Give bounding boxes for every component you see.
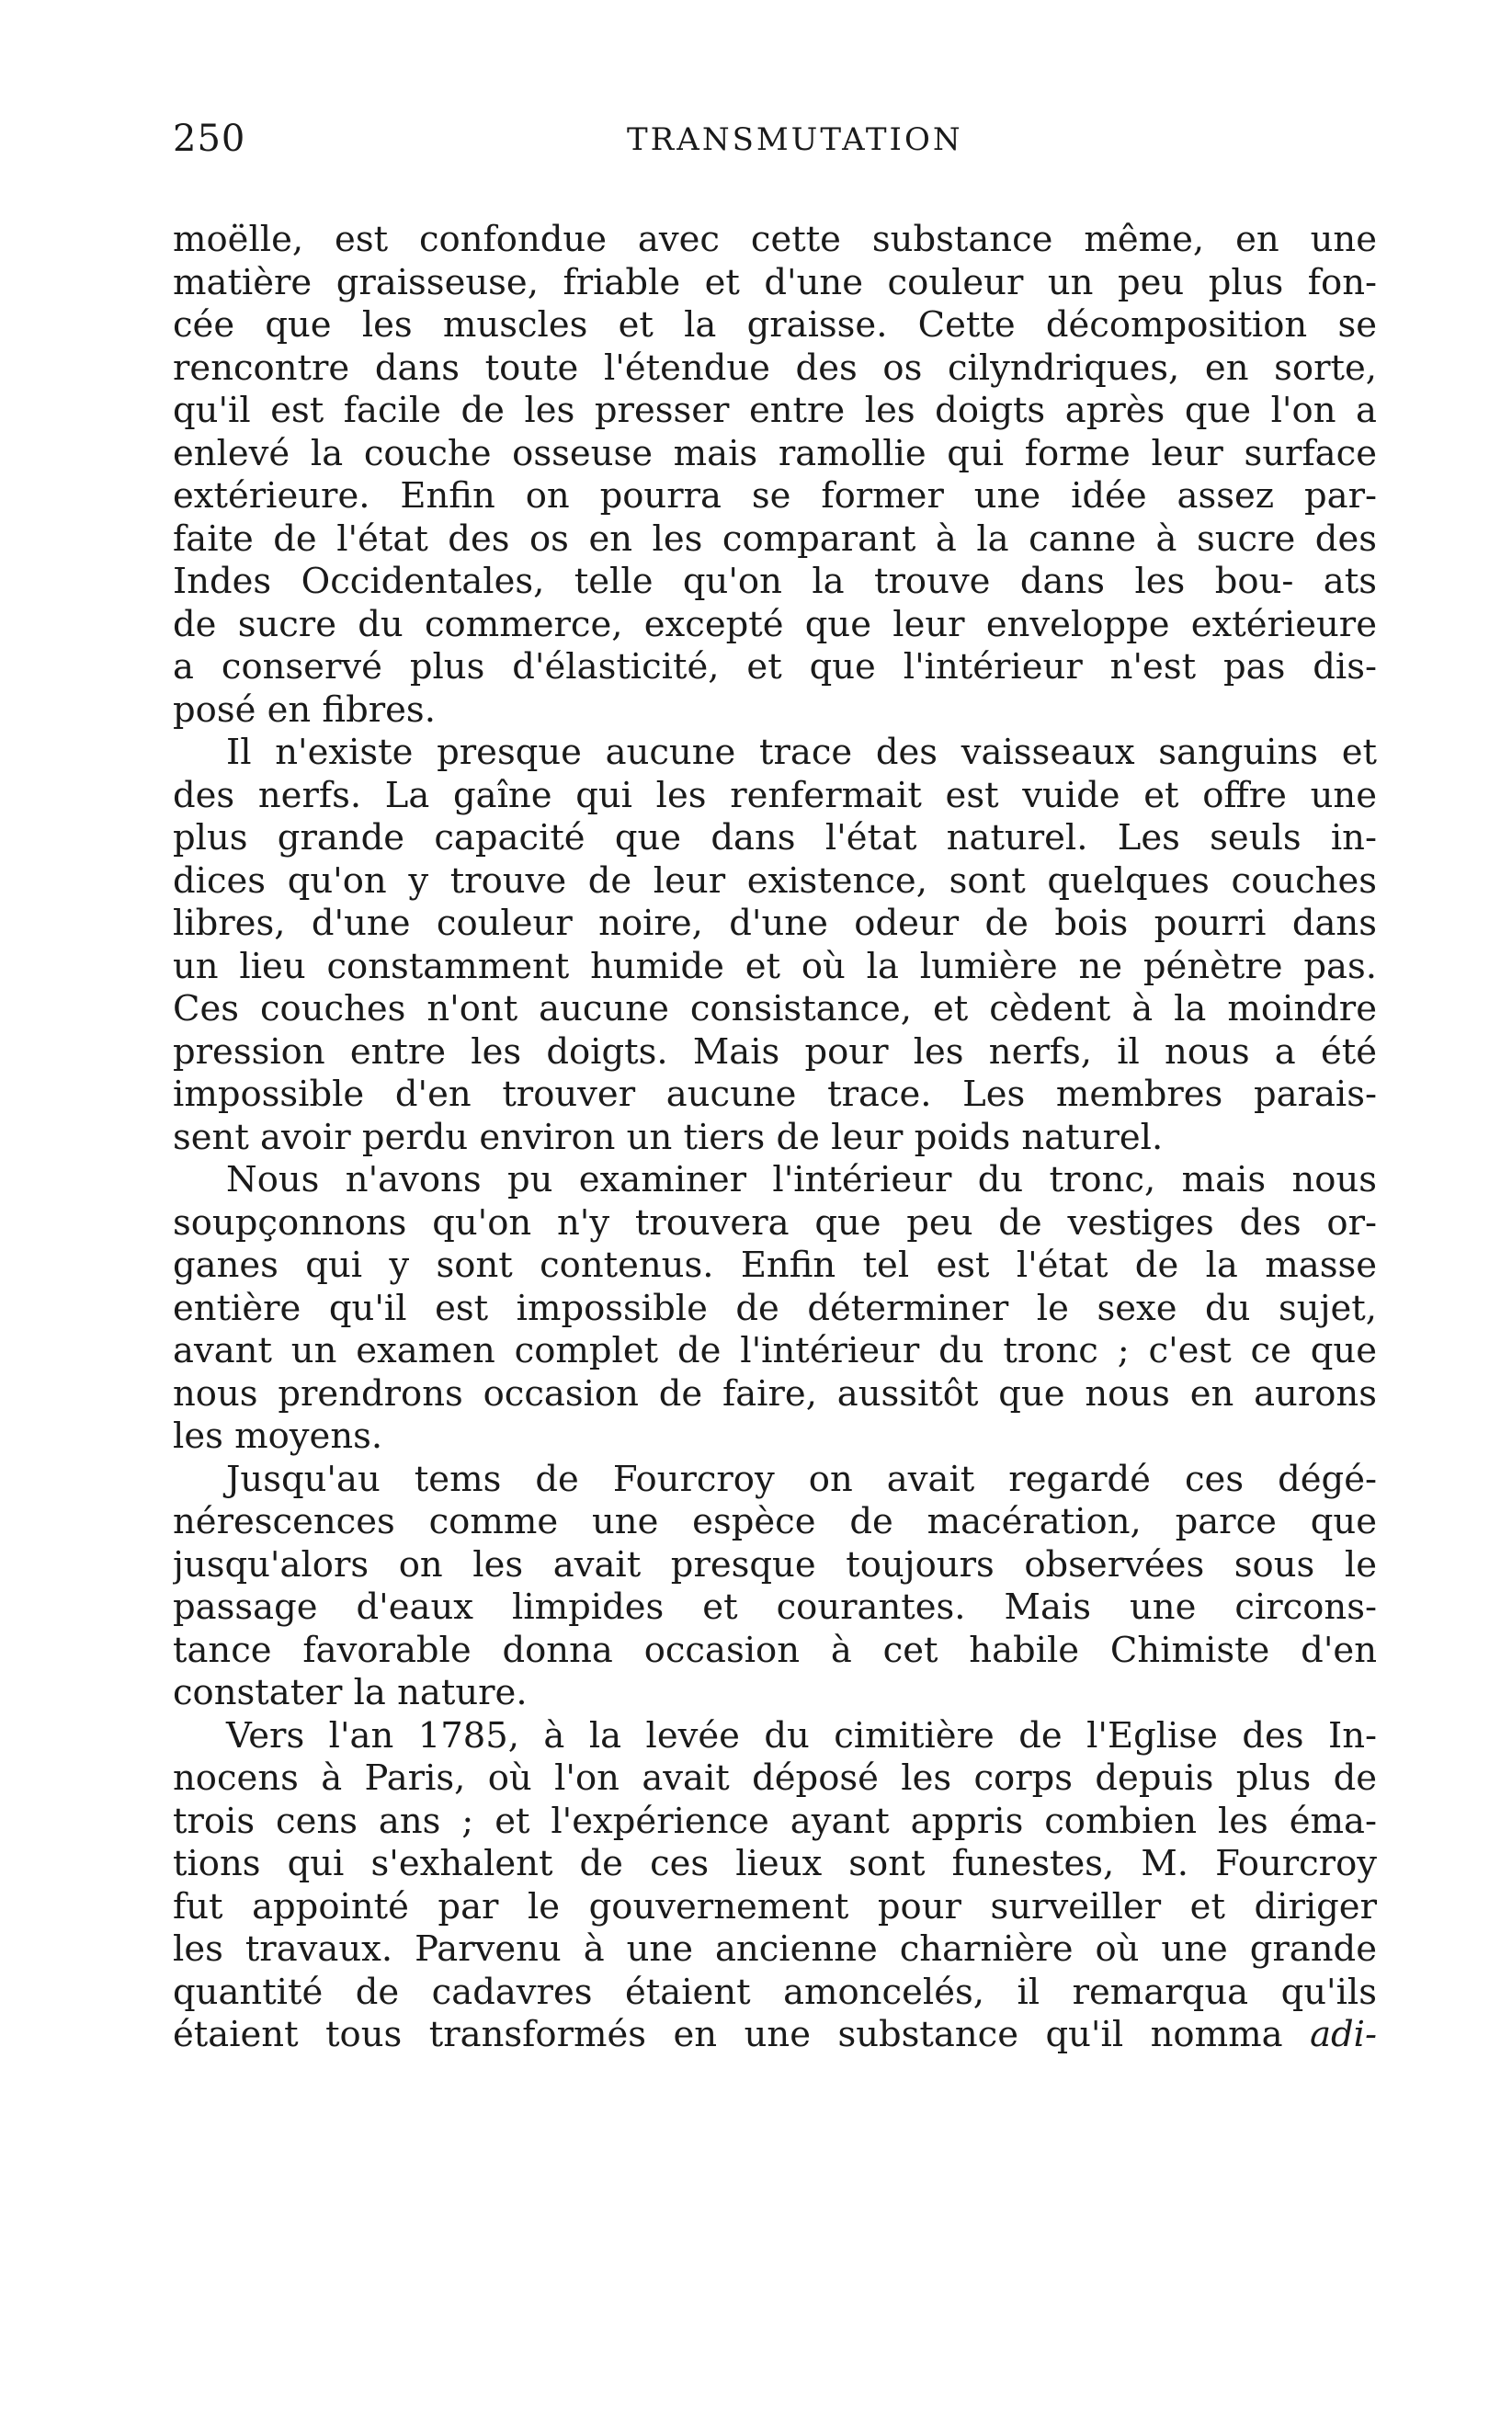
text-line: faite de l'état des os en les comparant à la canne à sucre des — [173, 517, 1377, 560]
text-line: passage d'eaux limpides et courantes. Mais une circons- — [173, 1586, 1377, 1628]
text-line: matière graisseuse, friable et d'une couleur un peu plus fon- — [173, 261, 1377, 303]
text-line: Nous n'avons pu examiner l'intérieur du tronc, mais nous — [226, 1159, 1377, 1200]
text-line: nérescences comme une espèce de macération, parce que — [173, 1501, 1377, 1542]
text-line: des nerfs. La gaîne qui les renfermait est vuide et offre une — [173, 774, 1377, 816]
text-line: cée que les muscles et la graisse. Cette décomposition se — [173, 304, 1377, 346]
text-line: ganes qui y sont contenus. Enfin tel est l'état de la masse — [173, 1245, 1377, 1286]
text-line: rencontre dans toute l'étendue des os cilyndriques, en sorte, — [173, 347, 1377, 389]
text-line: quantité de cadavres étaient amoncelés, il remarqua qu'ils — [173, 1971, 1377, 2013]
text-line: tions qui s'exhalent de ces lieux sont funestes, M. Fourcroy — [173, 1843, 1377, 1884]
text-line: de sucre du commerce, excepté que leur enveloppe extérieure — [173, 603, 1377, 645]
page-number: 250 — [173, 118, 246, 160]
text-line: pression entre les doigts. Mais pour les nerfs, il nous a été — [173, 1030, 1377, 1073]
text-line: trois cens ans ; et l'expérience ayant appris combien les éma- — [173, 1800, 1377, 1842]
text-line: soupçonnons qu'on n'y trouvera que peu de vestiges des or- — [173, 1201, 1377, 1244]
text-line-words: étaient tous transformés en une substance qu'il nomma — [173, 2014, 1283, 2055]
text-line: constater la nature. — [173, 1672, 528, 1713]
text-line: avant un examen complet de l'intérieur du tronc ; c'est ce que — [173, 1330, 1377, 1371]
text-line: enlevé la couche osseuse mais ramollie qui forme leur surface — [173, 432, 1377, 474]
text-line: Jusqu'au tems de Fourcroy on avait regardé ces dégé- — [226, 1458, 1377, 1500]
text-line: un lieu constamment humide et où la lumière ne pénètre pas. — [173, 945, 1377, 987]
text-line: impossible d'en trouver aucune trace. Les membres parais- — [173, 1074, 1377, 1115]
text-line: jusqu'alors on les avait presque toujours observées sous le — [173, 1543, 1377, 1586]
text-line: tance favorable donna occasion à cet habile Chimiste d'en — [173, 1629, 1377, 1671]
body-text — [173, 219, 1377, 2057]
text-line: moëlle, est confondue avec cette substance même, en une — [173, 219, 1377, 260]
italic-word: adi- — [1310, 2014, 1377, 2055]
text-line: qu'il est facile de les presser entre les doigts après que l'on a — [173, 390, 1377, 431]
text-line: dices qu'on y trouve de leur existence, sont quelques couches — [173, 859, 1377, 902]
text-line: fut appointé par le gouvernement pour surveiller et diriger — [173, 1885, 1377, 1927]
text-line: les moyens. — [173, 1416, 383, 1457]
text-line: les travaux. Parvenu à une ancienne charnière où une grande — [173, 1928, 1377, 1970]
text-line: extérieure. Enfin on pourra se former une idée assez par- — [173, 475, 1377, 517]
text-line: Ces couches n'ont aucune consistance, et cèdent à la moindre — [173, 988, 1377, 1029]
text-line: entière qu'il est impossible de déterminer le sexe du sujet, — [173, 1287, 1377, 1329]
text-line: posé en fibres. — [173, 688, 436, 731]
text-line: sent avoir perdu environ un tiers de leur poids naturel. — [173, 1116, 1164, 1158]
text-line — [173, 2014, 1377, 2057]
text-line: nous prendrons occasion de faire, aussitôt que nous en aurons — [173, 1372, 1377, 1415]
text-line: Vers l'an 1785, à la levée du cimitière de l'Eglise des In- — [226, 1714, 1377, 1757]
text-line: nocens à Paris, où l'on avait déposé les corps depuis plus de — [173, 1757, 1377, 1799]
text-line: Indes Occidentales, telle qu'on la trouve dans les bou- ats — [173, 561, 1377, 602]
text-line: libres, d'une couleur noire, d'une odeur de bois pourri dans — [173, 903, 1377, 944]
text-line: plus grande capacité que dans l'état naturel. Les seuls in- — [173, 817, 1377, 859]
text-line: a conservé plus d'élasticité, et que l'intérieur n'est pas dis- — [173, 646, 1377, 688]
text-line: Il n'existe presque aucune trace des vaisseaux sanguins et — [226, 732, 1377, 773]
running-head — [173, 118, 1386, 173]
running-title: TRANSMUTATION — [627, 121, 963, 158]
